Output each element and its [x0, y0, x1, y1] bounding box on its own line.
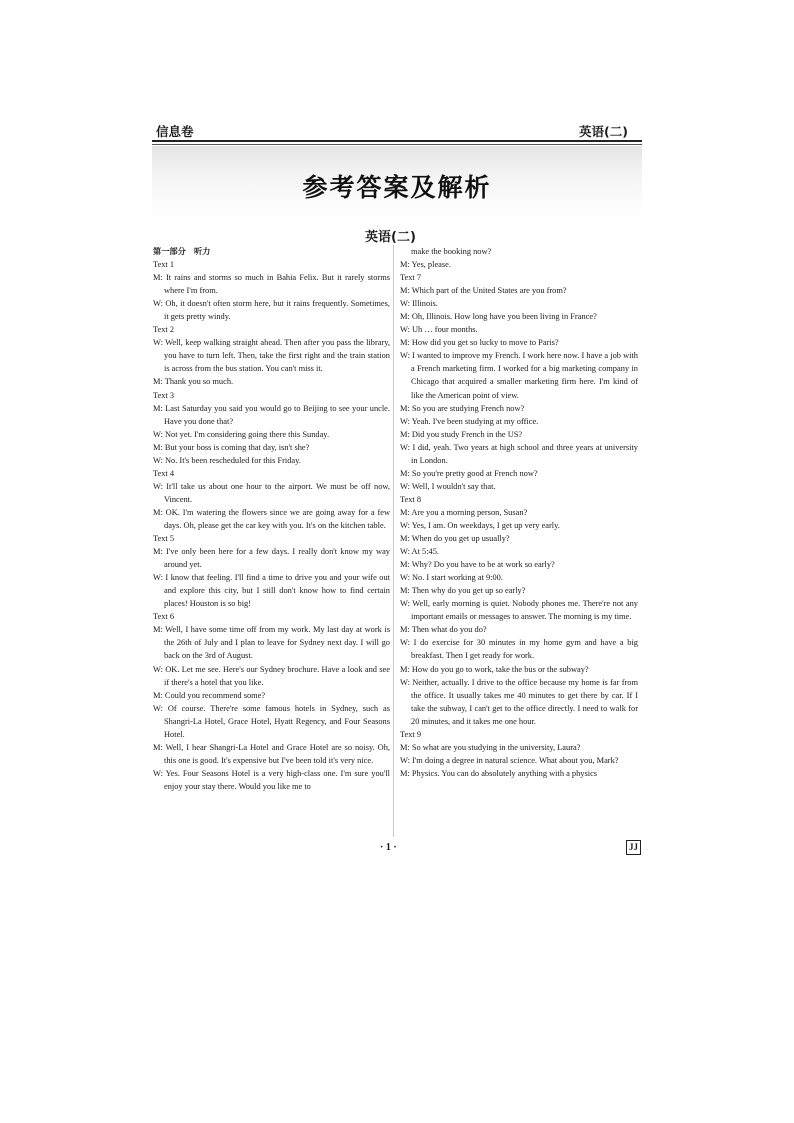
dialogue-line: M: I've only been here for a few days. I really don't know my way around yet. [153, 547, 390, 570]
dialogue-line: make the booking now? [411, 247, 492, 256]
dialogue-line: M: It rains and storms so much in Bahia Felix. But it rarely storms where I'm from. [153, 273, 390, 296]
dialogue-line: W: Oh, it doesn't often storm here, but it rains frequently. Sometimes, it gets pretty windy. [153, 299, 390, 322]
dialogue-line: M: Are you a morning person, Susan? [400, 507, 528, 517]
dialogue-line: M: Did you study French in the US? [400, 429, 523, 439]
dialogue-line: W: I did, yeah. Two years at high school and three years at university in London. [400, 442, 638, 465]
dialogue-line: W: At 5:45. [400, 547, 440, 557]
dialogue-line: W: I know that feeling. I'll find a time to drive you and your wife out and explore this city, but I still don't know how to find certain places! Houston is so big! [153, 573, 390, 609]
dialogue-line: W: Yes, I am. On weekdays, I get up very early. [400, 520, 560, 530]
dialogue-line: W: Well, I wouldn't say that. [400, 481, 496, 491]
dialogue-line: M: When do you get up usually? [400, 534, 510, 544]
text-label: Text 7 [400, 273, 422, 283]
dialogue-line: M: How do you go to work, take the bus or the subway? [400, 664, 589, 674]
dialogue-line: M: Why? Do you have to be at work so early? [400, 560, 555, 570]
dialogue-line: M: But your boss is coming that day, isn't she? [153, 442, 310, 452]
dialogue-line: M: So what are you studying in the university, Laura? [400, 742, 581, 752]
dialogue-line: W: Not yet. I'm considering going there this Sunday. [153, 429, 330, 439]
dialogue-line: W: Well, keep walking straight ahead. Then after you pass the library, you have to turn left. Then, take the first right and the train station is across from the bus station. You can't miss it. [153, 338, 390, 374]
section-heading: 第一部分 听力 [153, 246, 211, 256]
page-title: 参考答案及解析 [302, 173, 492, 202]
dialogue-line: M: Well, I hear Shangri-La Hotel and Grace Hotel are so noisy. Oh, this one is good. It's expensive but I've been told it's very nice. [153, 742, 390, 765]
dialogue-line: W: I wanted to improve my French. I work here now. I have a job with a French marketing firm. I worked for a big marketing company in Chicago that acquired a smaller marketing firm here. I'm kind of like the American point of view. [400, 351, 638, 400]
dialogue-line: M: Could you recommend some? [153, 690, 266, 700]
dialogue-line: M: Then why do you get up so early? [400, 586, 526, 596]
dialogue-line: M: Oh, Illinois. How long have you been living in France? [400, 312, 597, 322]
dialogue-line: W: OK. Let me see. Here's our Sydney brochure. Have a look and see if there's a hotel that you like. [153, 664, 390, 687]
dialogue-line: M: So you are studying French now? [400, 403, 525, 413]
left-text-column [153, 245, 390, 793]
dialogue-line: W: Well, early morning is quiet. Nobody phones me. There're not any important emails or messages to answer. The morning is my time. [400, 599, 638, 622]
column-divider [393, 245, 394, 837]
dialogue-line: M: Yes, please. [400, 260, 451, 270]
dialogue-line: M: Physics. You can do absolutely anything with a physics [400, 768, 598, 778]
dialogue-line: W: No. I start working at 9:00. [400, 573, 503, 583]
right-text-column [400, 245, 638, 780]
corner-mark: JJ [626, 840, 641, 855]
text-label: Text 3 [153, 390, 175, 400]
text-label: Text 8 [400, 494, 422, 504]
dialogue-line: W: Of course. There're some famous hotels in Sydney, such as Shangri-La Hotel, Grace Hotel, Hyatt Regency, and Four Seasons Hotel. [153, 703, 390, 739]
dialogue-line: W: Neither, actually. I drive to the office because my home is far from the office. It usually takes me 40 minutes to get there by car. If I take the subway, I can't get to the office directly. I need to walk for 20 minutes, and it takes me one hour. [400, 677, 638, 726]
text-label: Text 5 [153, 534, 175, 544]
header-rule-thin [152, 144, 642, 145]
dialogue-line: M: Well, I have some time off from my work. My last day at work is the 26th of July and I plan to leave for Sydney next day. I will go back on the 3rd of August. [153, 625, 390, 661]
dialogue-line: W: No. It's been rescheduled for this Friday. [153, 455, 301, 465]
dialogue-line: M: Which part of the United States are you from? [400, 286, 567, 296]
header-rule-thick [152, 140, 642, 142]
text-label: Text 9 [400, 729, 422, 739]
dialogue-line: W: It'll take us about one hour to the airport. We must be off now, Vincent. [153, 481, 390, 504]
dialogue-line: W: Yes. Four Seasons Hotel is a very high-class one. I'm sure you'll enjoy your stay there. Would you like me to [153, 768, 390, 791]
dialogue-line: W: Uh … four months. [400, 325, 478, 335]
dialogue-line: M: OK. I'm watering the flowers since we are going away for a few days. Oh, please get the car key with you. It's on the kitchen table. [153, 507, 390, 530]
page-number: · 1 · [380, 842, 397, 853]
text-label: Text 4 [153, 468, 175, 478]
text-label: Text 2 [153, 325, 175, 335]
dialogue-line: M: Thank you so much. [153, 377, 234, 387]
text-label: Text 6 [153, 612, 175, 622]
dialogue-line: M: How did you get so lucky to move to Paris? [400, 338, 559, 348]
text-label: Text 1 [153, 260, 175, 270]
dialogue-line: M: So you're pretty good at French now? [400, 468, 538, 478]
dialogue-line: W: I do exercise for 30 minutes in my home gym and have a big breakfast. Then I get ready for work. [400, 638, 638, 661]
dialogue-line: W: Illinois. [400, 299, 438, 309]
dialogue-line: W: I'm doing a degree in natural science. What about you, Mark? [400, 755, 619, 765]
header-right-label: 英语(二) [579, 124, 628, 139]
dialogue-line: M: Last Saturday you said you would go to Beijing to see your uncle. Have you done that? [153, 403, 390, 426]
dialogue-line: M: Then what do you do? [400, 625, 487, 635]
dialogue-line: W: Yeah. I've been studying at my office. [400, 416, 539, 426]
header-left-label: 信息卷 [156, 124, 194, 139]
section-title: 英语(二) [365, 230, 416, 245]
